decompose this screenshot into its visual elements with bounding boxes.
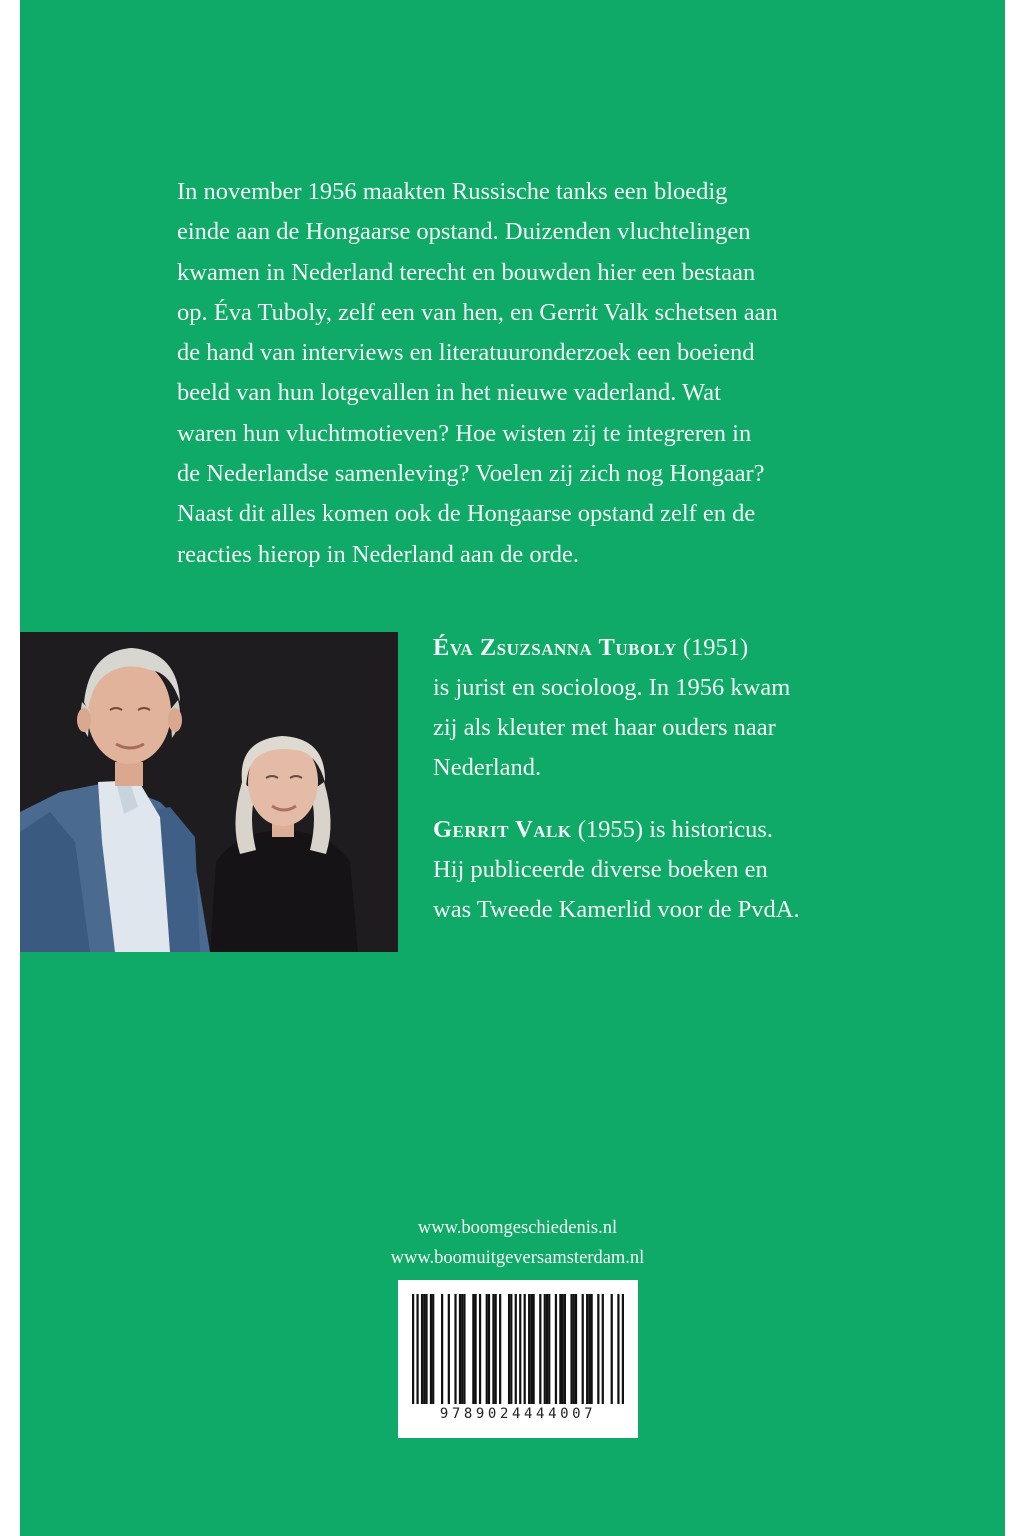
- barcode-bar: [488, 1294, 490, 1404]
- barcode-bar: [499, 1294, 501, 1404]
- author-name: Gerrit Valk: [433, 816, 572, 843]
- barcode-bar: [562, 1294, 564, 1404]
- barcode-bar: [412, 1294, 414, 1404]
- barcode-bar: [508, 1294, 510, 1404]
- author-bios: [433, 628, 863, 952]
- barcode-bar: [597, 1294, 599, 1404]
- author-bio-text: (1951): [676, 634, 749, 661]
- barcode-bar: [544, 1294, 546, 1404]
- barcode-bar: [524, 1294, 526, 1404]
- isbn-digits: 9789024444007: [439, 1406, 597, 1422]
- barcode-bar: [510, 1294, 512, 1404]
- blurb-line: kwamen in Nederland terecht en bouwden hier een bestaan: [177, 258, 756, 286]
- blurb-line: de Nederlandse samenleving? Voelen zij zich nog Hongaar?: [177, 460, 765, 488]
- publisher-url[interactable]: www.boomgeschiedenis.nl: [417, 1218, 618, 1238]
- barcode-bar: [575, 1294, 577, 1404]
- barcode-bar: [479, 1294, 481, 1404]
- barcode-bar: [564, 1294, 566, 1404]
- isbn-barcode: [398, 1280, 638, 1438]
- barcode-bar: [486, 1294, 488, 1404]
- blurb-line: reacties hierop in Nederland aan de orde.: [177, 540, 580, 568]
- author-bio-text: was Tweede Kamerlid voor de PvdA.: [433, 896, 800, 923]
- barcode-bar: [586, 1294, 588, 1404]
- blurb-line: de hand van interviews en literatuuronderzoek een boeiend: [177, 339, 755, 367]
- blurb-line: In november 1956 maakten Russische tanks een bloedig: [177, 178, 728, 205]
- author-bio-tuboly: [433, 628, 863, 788]
- author-photo-illustration: [20, 632, 398, 952]
- barcode-bar: [519, 1294, 521, 1404]
- barcode-bars: [412, 1294, 624, 1404]
- barcode-bar: [546, 1294, 548, 1404]
- barcode-bar: [515, 1294, 517, 1404]
- publisher-urls: [20, 1213, 1005, 1273]
- barcode-bar: [472, 1294, 474, 1404]
- barcode-bar: [492, 1294, 494, 1404]
- barcode-bar: [430, 1294, 432, 1404]
- barcode-bar: [611, 1294, 613, 1404]
- barcode-bar: [495, 1294, 497, 1404]
- barcode-bar: [461, 1294, 463, 1404]
- barcode-bar: [530, 1294, 532, 1404]
- barcode-bar: [432, 1294, 434, 1404]
- barcode-bar: [448, 1294, 450, 1404]
- barcode-bar: [573, 1294, 575, 1404]
- barcode-bar: [441, 1294, 443, 1404]
- barcode-bar: [474, 1294, 476, 1404]
- barcode-bar: [582, 1294, 584, 1404]
- author-bio-text: (1955) is historicus.: [571, 816, 774, 843]
- author-bio-valk: [433, 810, 863, 930]
- barcode-bar: [463, 1294, 465, 1404]
- barcode-bar: [570, 1294, 572, 1404]
- blurb-line: Naast dit alles komen ook de Hongaarse opstand zelf en de: [177, 500, 756, 528]
- barcode-bar: [602, 1294, 604, 1404]
- barcode-bar: [539, 1294, 541, 1404]
- barcode-bar: [591, 1294, 593, 1404]
- publisher-url[interactable]: www.boomuitgeversamsterdam.nl: [390, 1248, 645, 1268]
- barcode-bar: [548, 1294, 550, 1404]
- book-back-cover: [20, 0, 1005, 1536]
- barcode-bar: [425, 1294, 427, 1404]
- blurb-line: waren hun vluchtmotieven? Hoe wisten zij te integreren in: [177, 419, 752, 447]
- barcode-bar: [617, 1294, 619, 1404]
- blurb-line: einde aan de Hongaarse opstand. Duizenden vluchtelingen: [177, 218, 751, 246]
- author-bio-text: zij als kleuter met haar ouders naar: [433, 714, 776, 741]
- author-bio-text: Hij publiceerde diverse boeken en: [433, 856, 768, 883]
- barcode-bar: [559, 1294, 561, 1404]
- barcode-bar: [459, 1294, 461, 1404]
- barcode-bar: [528, 1294, 530, 1404]
- author-bio-text: Nederland.: [433, 754, 542, 781]
- author-photo: [20, 632, 398, 952]
- barcode-bar: [416, 1294, 418, 1404]
- barcode-bar: [454, 1294, 456, 1404]
- barcode-bar: [421, 1294, 423, 1404]
- barcode-bar: [555, 1294, 557, 1404]
- barcode-bar: [588, 1294, 590, 1404]
- blurb-line: op. Éva Tuboly, zelf een van hen, en Gerrit Valk schetsen aan: [177, 298, 778, 326]
- barcode-bar: [533, 1294, 535, 1404]
- author-bio-text: is jurist en socioloog. In 1956 kwam: [433, 674, 791, 701]
- blurb-text: [177, 172, 877, 575]
- author-name: Éva Zsuzsanna Tuboly: [433, 634, 677, 661]
- barcode-bar: [423, 1294, 425, 1404]
- blurb-line: beeld van hun lotgevallen in het nieuwe vaderland. Wat: [177, 379, 721, 407]
- barcode-bar: [622, 1294, 624, 1404]
